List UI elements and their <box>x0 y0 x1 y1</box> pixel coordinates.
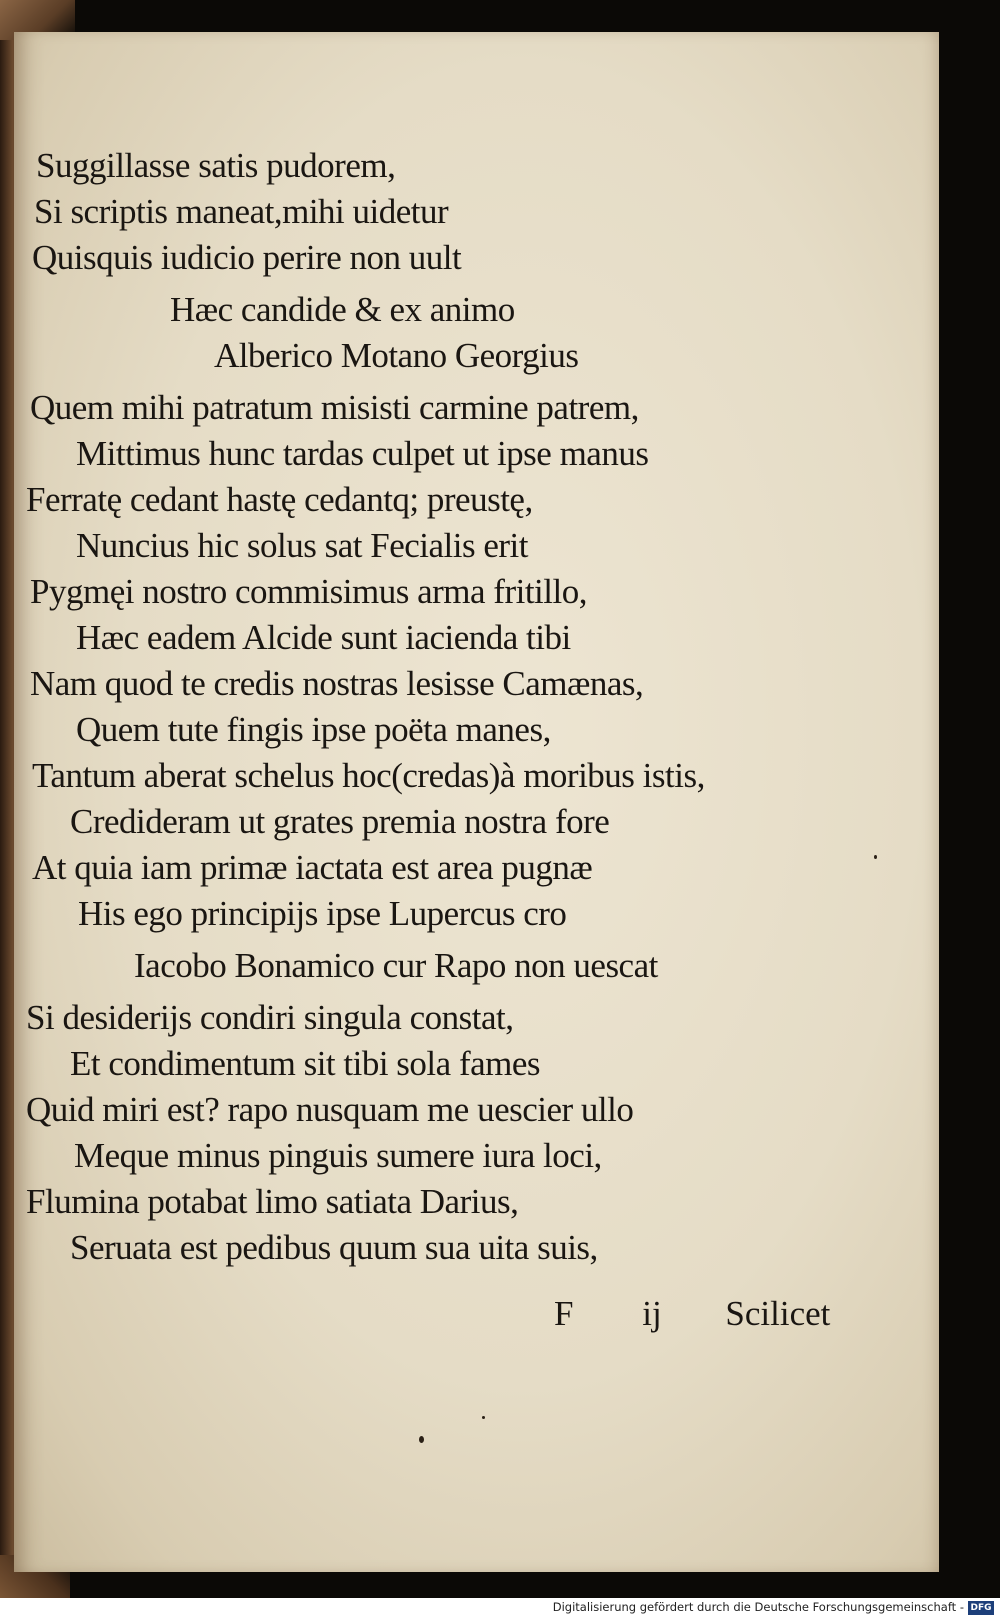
signature-folio: ij <box>642 1294 662 1333</box>
verse-line: Quem tute fingis ipse poëta manes, <box>76 710 551 749</box>
page-footer <box>554 1294 830 1334</box>
verse-line: At quia iam primæ iactata est area pugnæ <box>32 848 593 887</box>
ink-speck <box>482 1416 485 1419</box>
verse-line: Quid miri est? rapo nusquam me uescier ullo <box>26 1090 634 1129</box>
verse-line: Hæc eadem Alcide sunt iacienda tibi <box>76 618 571 657</box>
verse-line: Si desiderijs condiri singula constat, <box>26 998 514 1037</box>
verse-line: Quem mihi patratum misisti carmine patrem, <box>30 388 639 427</box>
poem-heading: Iacobo Bonamico cur Rapo non uescat <box>134 946 658 985</box>
verse-line: Credideram ut grates premia nostra fore <box>70 802 610 841</box>
verse-line: Mittimus hunc tardas culpet ut ipse manus <box>76 434 649 473</box>
verse-line: Quisquis iudicio perire non uult <box>32 238 462 277</box>
verse-line: His ego principijs ipse Lupercus cro <box>78 894 567 933</box>
digitization-credit: Digitalisierung gefördert durch die Deutsche Forschungsgemeinschaft - <box>552 1600 964 1614</box>
verse-line: Tantum aberat schelus hoc(credas)à moribus istis, <box>32 756 705 795</box>
verse-line: Nam quod te credis nostras lesisse Camænas, <box>30 664 644 703</box>
ink-speck <box>874 855 877 859</box>
verse-line: Ferratę cedant hastę cedantq; preustę, <box>26 480 533 519</box>
dfg-logo: DFG <box>968 1601 994 1615</box>
ink-speck <box>419 1436 424 1443</box>
signature-mark: F <box>554 1294 574 1333</box>
verse-line: Meque minus pinguis sumere iura loci, <box>74 1136 602 1175</box>
verse-line: Suggillasse satis pudorem, <box>36 146 396 185</box>
verse-line: Seruata est pedibus quum sua uita suis, <box>70 1228 598 1267</box>
poem-heading: Hæc candide & ex animo <box>170 290 515 329</box>
verse-line: Flumina potabat limo satiata Darius, <box>26 1182 519 1221</box>
verse-line: Si scriptis maneat,mihi uidetur <box>34 192 449 231</box>
poem-heading: Alberico Motano Georgius <box>214 336 579 375</box>
digitization-credit-bar <box>0 1598 1000 1619</box>
verse-line: Pygmęi nostro commisimus arma fritillo, <box>30 572 587 611</box>
book-page <box>14 32 939 1572</box>
verse-line: Et condimentum sit tibi sola fames <box>70 1044 541 1083</box>
catchword: Scilicet <box>725 1294 831 1333</box>
verse-line: Nuncius hic solus sat Fecialis erit <box>76 526 529 565</box>
